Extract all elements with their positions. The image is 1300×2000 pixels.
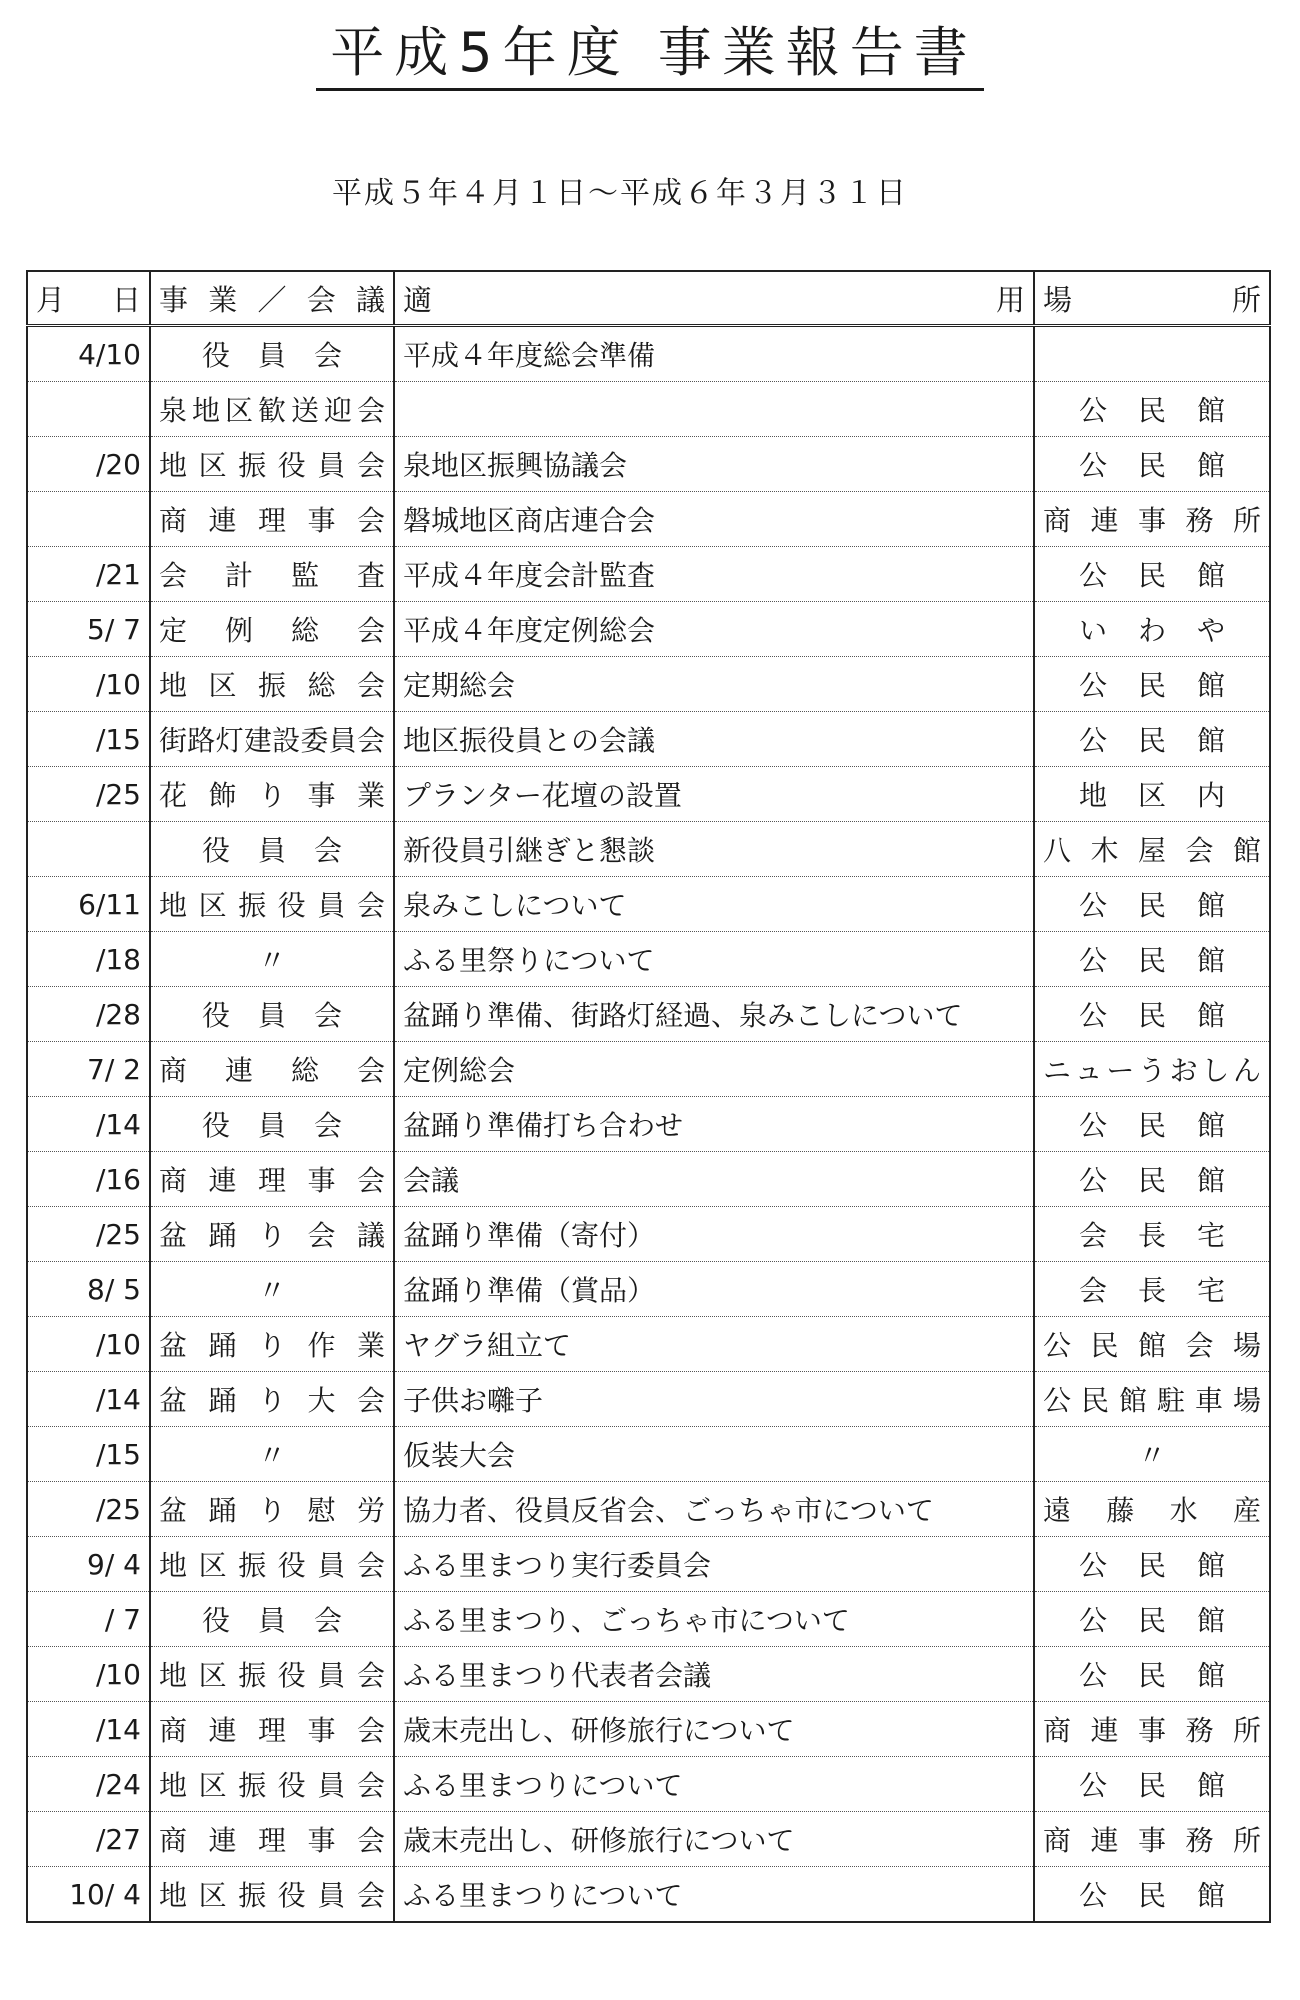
table-row: [27, 822, 1270, 877]
place-cell: 公民館: [1034, 1867, 1270, 1923]
event-cell: 盆踊り慰労: [150, 1482, 394, 1537]
date-cell: /10: [27, 1647, 150, 1702]
place-cell: 遠藤水産: [1034, 1482, 1270, 1537]
date-cell: 9/ 4: [27, 1537, 150, 1592]
event-cell: 〃: [150, 1427, 394, 1482]
table-body: [27, 326, 1270, 1923]
date-cell: /14: [27, 1702, 150, 1757]
date-cell: /24: [27, 1757, 150, 1812]
event-cell: 商連理事会: [150, 492, 394, 547]
table-row: [27, 1372, 1270, 1427]
place-cell: 八木屋会館: [1034, 822, 1270, 877]
event-cell: 盆踊り大会: [150, 1372, 394, 1427]
place-cell: 商連事務所: [1034, 492, 1270, 547]
event-cell: 地区振役員会: [150, 1757, 394, 1812]
event-cell: 商連理事会: [150, 1812, 394, 1867]
table-row: [27, 1427, 1270, 1482]
date-cell: 8/ 5: [27, 1262, 150, 1317]
place-cell: 公民館: [1034, 987, 1270, 1042]
date-cell: /15: [27, 712, 150, 767]
event-cell: 泉地区歓送迎会: [150, 382, 394, 437]
description-cell: 平成４年度会計監査: [394, 547, 1034, 602]
table-row: [27, 1867, 1270, 1923]
table-row: [27, 1537, 1270, 1592]
table-row: [27, 1647, 1270, 1702]
table-row: [27, 932, 1270, 987]
description-cell: 歳末売出し、研修旅行について: [394, 1812, 1034, 1867]
place-cell: 会長宅: [1034, 1207, 1270, 1262]
place-cell: 公民館: [1034, 712, 1270, 767]
description-cell: 平成４年度定例総会: [394, 602, 1034, 657]
table-row: [27, 326, 1270, 382]
date-cell: /27: [27, 1812, 150, 1867]
report-title-wrap: [0, 22, 1300, 91]
table-row: [27, 712, 1270, 767]
event-cell: 役 員 会: [150, 987, 394, 1042]
table-row: [27, 1317, 1270, 1372]
place-cell: 公民館: [1034, 657, 1270, 712]
event-cell: 地区振役員会: [150, 1647, 394, 1702]
event-cell: 役 員 会: [150, 1097, 394, 1152]
date-cell: 5/ 7: [27, 602, 150, 657]
description-cell: 平成４年度総会準備: [394, 326, 1034, 382]
date-cell: /28: [27, 987, 150, 1042]
table-row: [27, 877, 1270, 932]
date-cell: 10/ 4: [27, 1867, 150, 1923]
date-cell: 7/ 2: [27, 1042, 150, 1097]
description-cell: 盆踊り準備、街路灯経過、泉みこしについて: [394, 987, 1034, 1042]
date-cell: /16: [27, 1152, 150, 1207]
description-cell: 会議: [394, 1152, 1034, 1207]
description-cell: プランター花壇の設置: [394, 767, 1034, 822]
date-cell: [27, 382, 150, 437]
place-cell: 会長宅: [1034, 1262, 1270, 1317]
description-cell: ヤグラ組立て: [394, 1317, 1034, 1372]
date-cell: /18: [27, 932, 150, 987]
event-cell: 役 員 会: [150, 326, 394, 382]
place-cell: 公民館: [1034, 932, 1270, 987]
table-row: [27, 767, 1270, 822]
place-cell: 公民館: [1034, 1537, 1270, 1592]
place-cell: 公民館駐車場: [1034, 1372, 1270, 1427]
description-cell: 盆踊り準備（賞品）: [394, 1262, 1034, 1317]
header-description: 適 用: [394, 271, 1034, 326]
table-row: [27, 437, 1270, 492]
place-cell: 公民館: [1034, 437, 1270, 492]
event-cell: 街路灯建設委員会: [150, 712, 394, 767]
description-cell: ふる里まつり、ごっちゃ市について: [394, 1592, 1034, 1647]
place-cell: 公民館: [1034, 1757, 1270, 1812]
description-cell: 泉地区振興協議会: [394, 437, 1034, 492]
report-period: 平成５年４月１日〜平成６年３月３１日: [332, 176, 908, 211]
table-row: [27, 1482, 1270, 1537]
date-cell: /15: [27, 1427, 150, 1482]
table-row: [27, 547, 1270, 602]
description-cell: 新役員引継ぎと懇談: [394, 822, 1034, 877]
place-cell: 商連事務所: [1034, 1812, 1270, 1867]
date-cell: [27, 492, 150, 547]
table-row: [27, 492, 1270, 547]
description-cell: 歳末売出し、研修旅行について: [394, 1702, 1034, 1757]
event-cell: 商連理事会: [150, 1152, 394, 1207]
description-cell: 協力者、役員反省会、ごっちゃ市について: [394, 1482, 1034, 1537]
report-title: 平成5年度 事業報告書: [316, 22, 984, 91]
place-cell: ニューうおしん: [1034, 1042, 1270, 1097]
date-cell: /25: [27, 1482, 150, 1537]
event-cell: 地区振総会: [150, 657, 394, 712]
table-row: [27, 1152, 1270, 1207]
description-cell: 磐城地区商店連合会: [394, 492, 1034, 547]
header-date: 月 日: [27, 271, 150, 326]
event-cell: 商連総会: [150, 1042, 394, 1097]
event-cell: 役 員 会: [150, 1592, 394, 1647]
table-row: [27, 1042, 1270, 1097]
place-cell: 公民館: [1034, 547, 1270, 602]
description-cell: 定例総会: [394, 1042, 1034, 1097]
description-cell: ふる里まつり代表者会議: [394, 1647, 1034, 1702]
date-cell: [27, 822, 150, 877]
date-cell: /20: [27, 437, 150, 492]
event-cell: 〃: [150, 1262, 394, 1317]
date-cell: /14: [27, 1097, 150, 1152]
date-cell: /10: [27, 657, 150, 712]
table-row: [27, 1812, 1270, 1867]
event-cell: 盆踊り作業: [150, 1317, 394, 1372]
description-cell: [394, 382, 1034, 437]
description-cell: 仮装大会: [394, 1427, 1034, 1482]
description-cell: ふる里祭りについて: [394, 932, 1034, 987]
header-event: 事業／会議: [150, 271, 394, 326]
date-cell: /25: [27, 1207, 150, 1262]
date-cell: / 7: [27, 1592, 150, 1647]
event-cell: 〃: [150, 932, 394, 987]
table-row: [27, 1592, 1270, 1647]
event-cell: 商連理事会: [150, 1702, 394, 1757]
place-cell: 公民館: [1034, 1647, 1270, 1702]
date-cell: /25: [27, 767, 150, 822]
description-cell: 盆踊り準備（寄付）: [394, 1207, 1034, 1262]
description-cell: 泉みこしについて: [394, 877, 1034, 932]
place-cell: 公民館: [1034, 382, 1270, 437]
date-cell: /10: [27, 1317, 150, 1372]
event-cell: 地区振役員会: [150, 437, 394, 492]
event-cell: 花飾り事業: [150, 767, 394, 822]
description-cell: 盆踊り準備打ち合わせ: [394, 1097, 1034, 1152]
description-cell: 地区振役員との会議: [394, 712, 1034, 767]
table-header-row: [27, 271, 1270, 326]
place-cell: 〃: [1034, 1427, 1270, 1482]
description-cell: 子供お囃子: [394, 1372, 1034, 1427]
event-cell: 地区振役員会: [150, 1537, 394, 1592]
table-row: [27, 1757, 1270, 1812]
place-cell: 公民館: [1034, 1592, 1270, 1647]
description-cell: ふる里まつりについて: [394, 1867, 1034, 1923]
date-cell: 6/11: [27, 877, 150, 932]
description-cell: 定期総会: [394, 657, 1034, 712]
place-cell: 商連事務所: [1034, 1702, 1270, 1757]
date-cell: /14: [27, 1372, 150, 1427]
table-row: [27, 1207, 1270, 1262]
description-cell: ふる里まつりについて: [394, 1757, 1034, 1812]
date-cell: 4/10: [27, 326, 150, 382]
table-row: [27, 602, 1270, 657]
place-cell: 公民館: [1034, 1097, 1270, 1152]
date-cell: /21: [27, 547, 150, 602]
table-row: [27, 1262, 1270, 1317]
table-row: [27, 382, 1270, 437]
table-row: [27, 987, 1270, 1042]
activity-table: [26, 270, 1271, 1923]
description-cell: ふる里まつり実行委員会: [394, 1537, 1034, 1592]
table-row: [27, 1702, 1270, 1757]
place-cell: [1034, 326, 1270, 382]
event-cell: 地区振役員会: [150, 877, 394, 932]
event-cell: 地区振役員会: [150, 1867, 394, 1923]
place-cell: 公民館: [1034, 877, 1270, 932]
table-row: [27, 657, 1270, 712]
event-cell: 定例総会: [150, 602, 394, 657]
place-cell: いわや: [1034, 602, 1270, 657]
place-cell: 地区内: [1034, 767, 1270, 822]
event-cell: 会計監査: [150, 547, 394, 602]
event-cell: 盆踊り会議: [150, 1207, 394, 1262]
header-place: 場 所: [1034, 271, 1270, 326]
place-cell: 公民館会場: [1034, 1317, 1270, 1372]
place-cell: 公民館: [1034, 1152, 1270, 1207]
event-cell: 役 員 会: [150, 822, 394, 877]
table-row: [27, 1097, 1270, 1152]
